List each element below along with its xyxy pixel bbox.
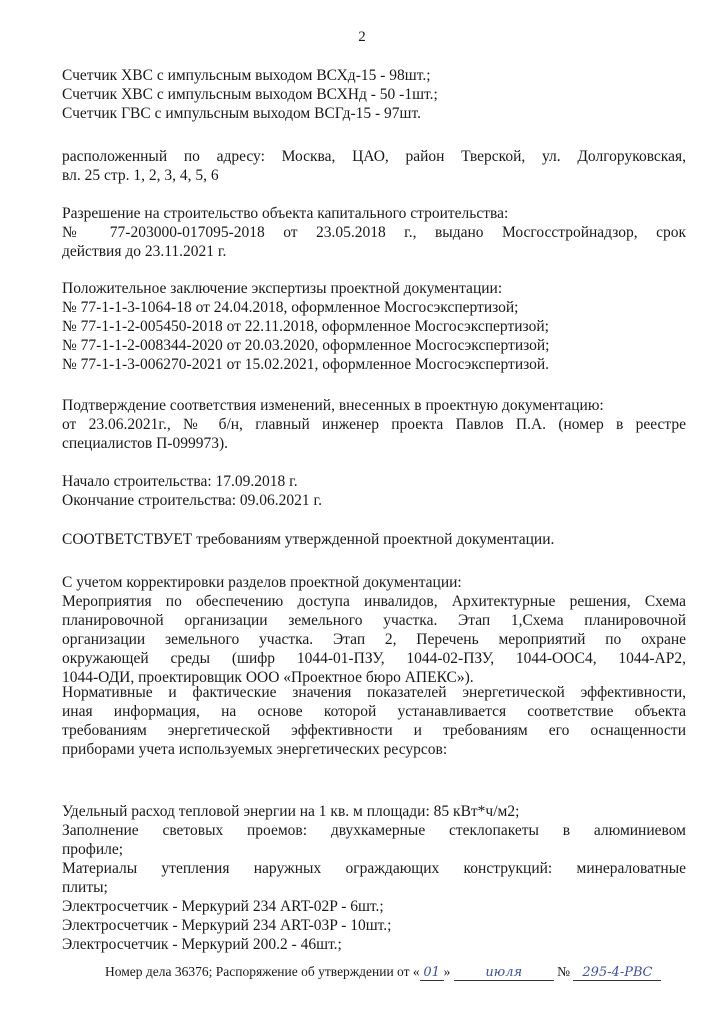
construction-dates xyxy=(62,472,686,510)
footer-month: июля xyxy=(454,966,554,981)
electric-meter: Электросчетчик - Меркурий 234 ART-02P - 6шт.; xyxy=(62,898,384,915)
energy-line: Нормативные и фактические значения показателей энергетической эффективности, xyxy=(62,684,686,701)
energy-line: требованиям энергетической эффективности и требованиям его оснащенности xyxy=(62,722,686,739)
corrections-heading: С учетом корректировки разделов проектной документации: xyxy=(62,574,462,591)
corrections-line: Мероприятия по обеспечению доступа инвалидов, Архитектурные решения, Схема xyxy=(62,593,686,610)
expertise-item: № 77-1-1-2-005450-2018 от 22.11.2018, оформленное Мосгосэкспертизой; xyxy=(62,318,549,335)
address-block xyxy=(62,147,686,185)
energy-line: иная информация, на основе которой устанавливается соответствие объекта xyxy=(62,703,686,720)
footer-mid: » xyxy=(443,964,451,979)
corrections-line: организации земельного участка. Этап 2, Перечень мероприятий по охране xyxy=(62,631,686,648)
address-line-1: расположенный по адресу: Москва, ЦАО, район Тверской, ул. Долгоруковская, xyxy=(62,148,686,165)
footer-prefix: Номер дела 36376; Распоряжение об утверждении от « xyxy=(105,964,420,979)
expertise-block xyxy=(62,279,686,374)
confirmation-heading: Подтверждение соответствия изменений, внесенных в проектную документацию: xyxy=(62,397,604,414)
meter-line: Счетчик ГВС с импульсным выходом ВСГд-15 - 97шт. xyxy=(62,105,421,122)
confirmation-line-1: от 23.06.2021г., № б/н, главный инженер проекта Павлов П.А. (номер в реестре xyxy=(62,416,686,433)
insulation-line-1: Материалы утепления наружных ограждающих конструкций: минераловатные xyxy=(62,860,686,877)
insulation-line-2: плиты; xyxy=(62,879,108,896)
conformity-block xyxy=(62,530,686,549)
energy-line: приборами учета используемых энергетических ресурсов: xyxy=(62,741,448,758)
footer xyxy=(105,962,661,981)
permit-heading: Разрешение на строительство объекта капитального строительства: xyxy=(62,205,509,222)
corrections-line: окружающей среды (шифр 1044-01-ПЗУ, 1044-02-ПЗУ, 1044-ООС4, 1044-АР2, xyxy=(62,650,686,667)
conformity-statement: СООТВЕТСТВУЕТ требованиям утвержденной проектной документации. xyxy=(62,531,555,548)
corrections-block xyxy=(62,573,686,687)
meter-line: Счетчик ХВС с импульсным выходом ВСХНд - 50 -1шт.; xyxy=(62,86,438,103)
footer-number: 295-4-РВС xyxy=(573,966,661,981)
electric-meter: Электросчетчик - Меркурий 200.2 - 46шт.; xyxy=(62,936,342,953)
windows-line-2: профиле; xyxy=(62,841,124,858)
expertise-item: № 77-1-1-3-1064-18 от 24.04.2018, оформленное Мосгосэкспертизой; xyxy=(62,299,519,316)
permit-line-2: действия до 23.11.2021 г. xyxy=(62,243,227,260)
energy-block xyxy=(62,683,686,759)
confirmation-line-2: специалистов П-099973). xyxy=(62,435,228,452)
construction-end: Окончание строительства: 09.06.2021 г. xyxy=(62,492,323,509)
footer-number-label: № xyxy=(557,964,571,979)
confirmation-block xyxy=(62,396,686,453)
meter-line: Счетчик ХВС с импульсным выходом ВСХд-15 - 98шт.; xyxy=(62,67,431,84)
specs-block xyxy=(62,802,686,954)
permit-block xyxy=(62,204,686,261)
meters-list xyxy=(62,66,686,123)
expertise-heading: Положительное заключение экспертизы проектной документации: xyxy=(62,280,503,297)
footer-day: 01 xyxy=(420,966,444,981)
heat-consumption: Удельный расход тепловой энергии на 1 кв. м площади: 85 кВт*ч/м2; xyxy=(62,803,520,820)
expertise-item: № 77-1-1-2-008344-2020 от 20.03.2020, оформленное Мосгосэкспертизой; xyxy=(62,337,550,354)
windows-line-1: Заполнение световых проемов: двухкамерные стеклопакеты в алюминиевом xyxy=(62,822,686,839)
expertise-item: № 77-1-1-3-006270-2021 от 15.02.2021, оформленное Мосгосэкспертизой. xyxy=(62,356,550,373)
electric-meter: Электросчетчик - Меркурий 234 ART-03P - 10шт.; xyxy=(62,917,392,934)
corrections-line: 1044-ОДИ, проектировщик ООО «Проектное бюро АПЕКС»). xyxy=(62,669,474,686)
page-number: 2 xyxy=(358,29,366,45)
construction-start: Начало строительства: 17.09.2018 г. xyxy=(62,473,298,490)
permit-line-1: № 77-203000-017095-2018 от 23.05.2018 г., выдано Мосгосстройнадзор, срок xyxy=(62,224,686,241)
corrections-line: планировочной организации земельного участка. Этап 1,Схема планировочной xyxy=(62,612,686,629)
address-line-2: вл. 25 стр. 1, 2, 3, 4, 5, 6 xyxy=(62,167,219,184)
